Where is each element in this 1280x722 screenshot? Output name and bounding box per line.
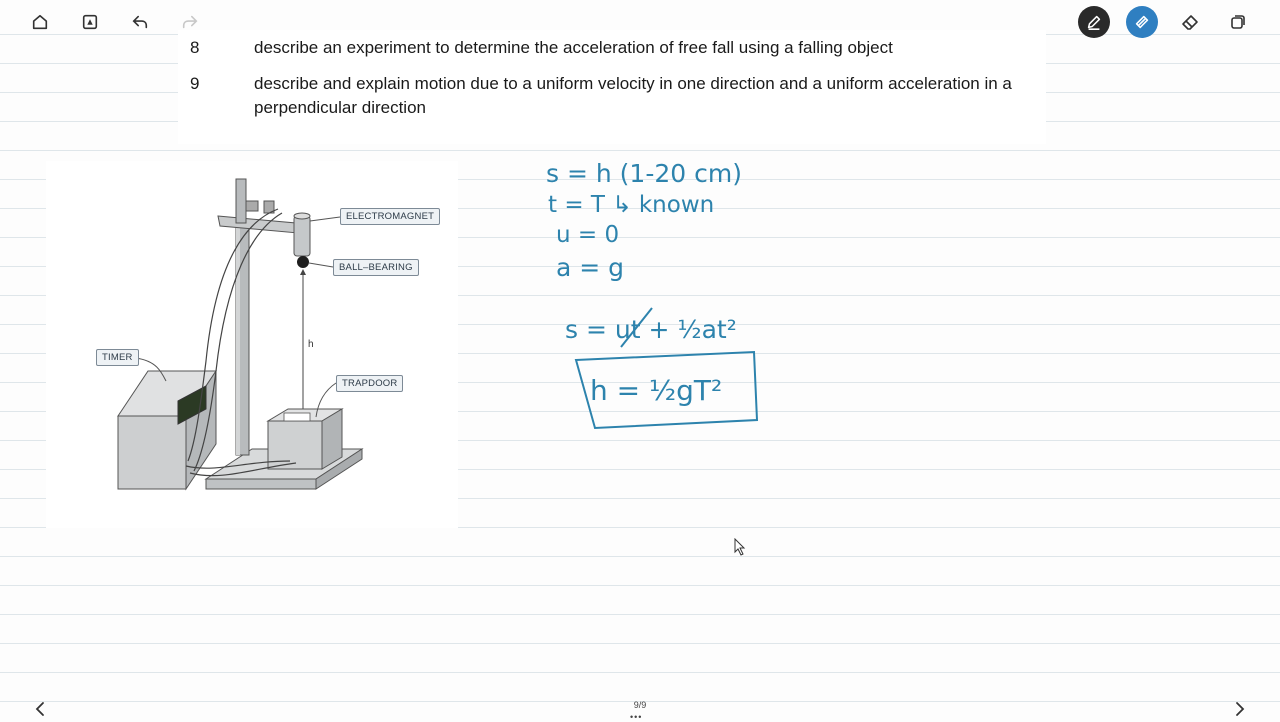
trapdoor-label: TRAPDOOR [336,375,403,392]
page-indicator: 9/9 [633,700,647,710]
objective-number: 9 [190,74,200,93]
chevron-left-icon[interactable] [32,700,50,718]
timer-label: TIMER [96,349,139,366]
ball-bearing-label: BALL–BEARING [333,259,419,276]
note-line: h = ½gT² [590,374,723,407]
note-line: t = T ↳ known [548,192,715,218]
mouse-cursor-icon [734,538,746,556]
electromagnet-label: ELECTROMAGNET [340,208,440,225]
objective-number: 8 [190,38,200,57]
chevron-right-icon[interactable] [1230,700,1248,718]
note-line: u = 0 [556,222,620,248]
objective-text: describe and explain motion due to a uniform velocity in one direction and a uniform acceleration in a perpendicular direction [254,74,1012,117]
note-line: s = h (1-20 cm) [546,159,742,188]
page-handle-icon[interactable]: ••• [630,712,643,722]
objective-text: describe an experiment to determine the acceleration of free fall using a falling object [254,38,893,57]
height-label: h [308,339,314,350]
note-line: s = ut + ½at² [565,315,737,344]
note-line: a = g [556,253,625,282]
